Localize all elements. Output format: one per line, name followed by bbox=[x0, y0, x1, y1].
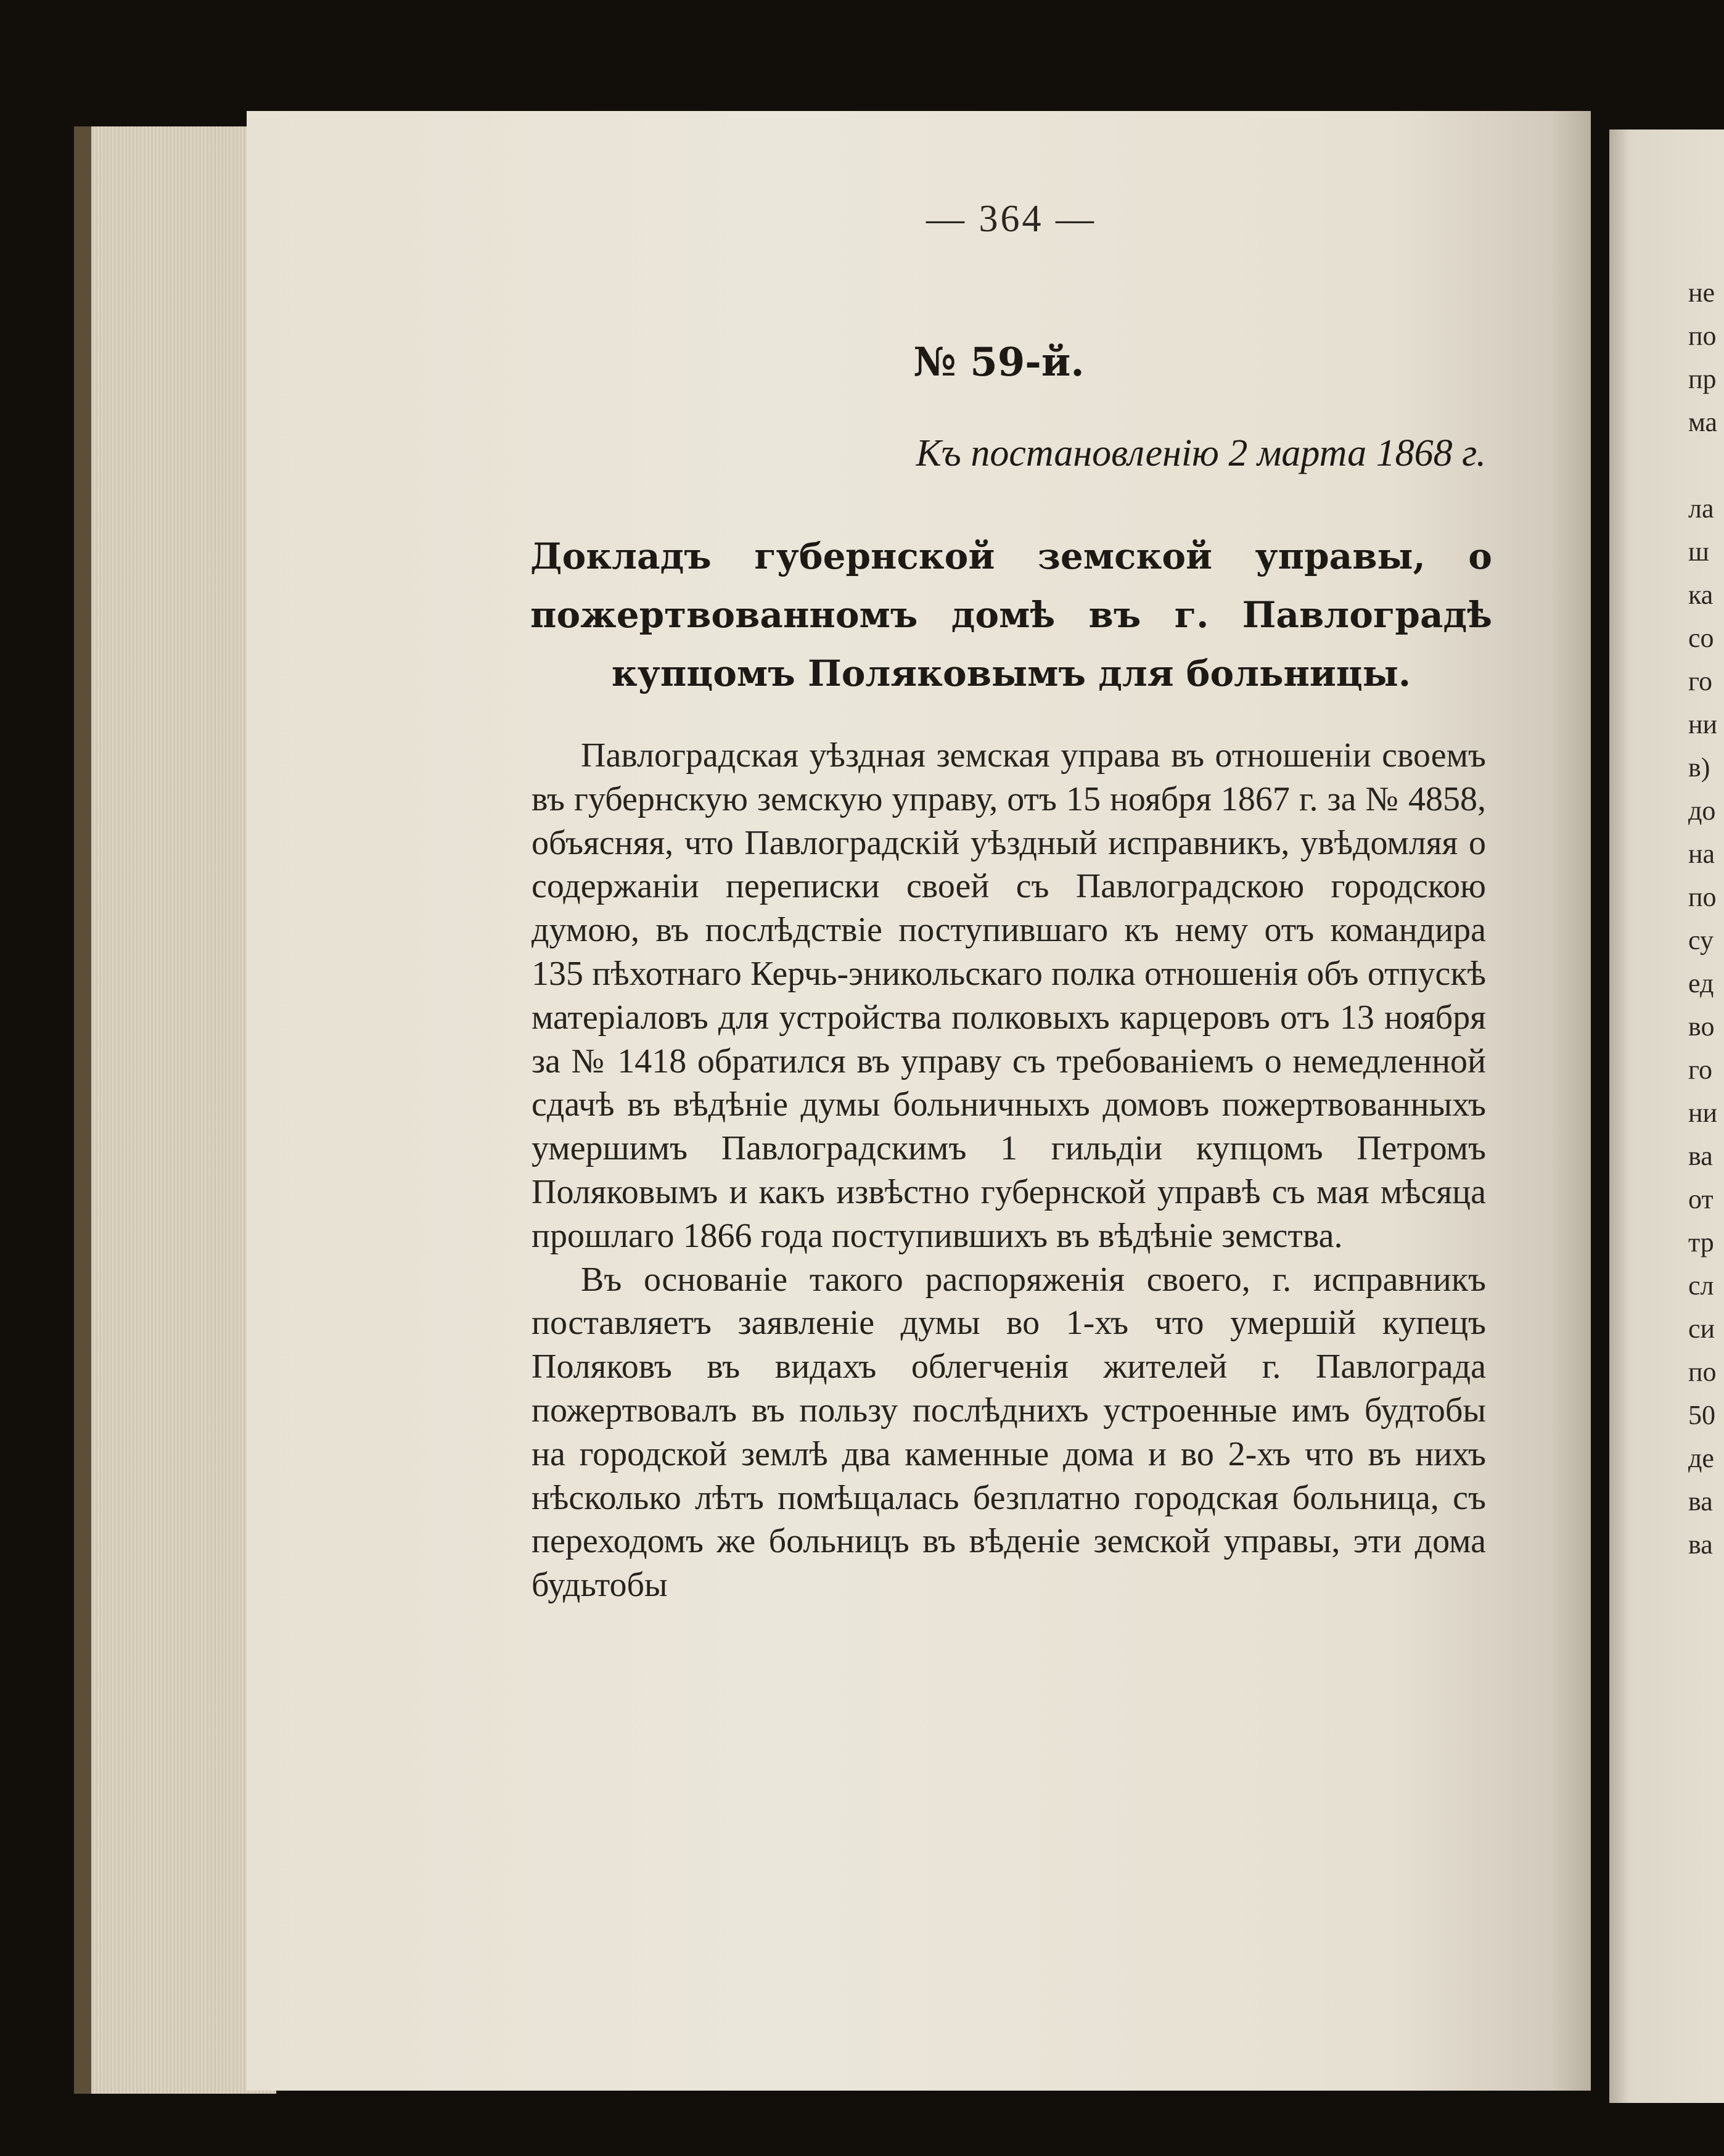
right-page-fragment: сл bbox=[1688, 1270, 1714, 1301]
document-number: № 59-й. bbox=[913, 339, 1085, 385]
right-page-fragment: ва bbox=[1688, 1486, 1713, 1516]
right-page-fragment: по bbox=[1688, 882, 1717, 912]
right-page-fragment: ни bbox=[1688, 1098, 1718, 1128]
right-page-fragment: ка bbox=[1688, 580, 1714, 610]
right-page-fragment: не bbox=[1688, 278, 1715, 308]
right-page-fragment: на bbox=[1688, 839, 1715, 869]
right-page-fragment: де bbox=[1688, 1443, 1714, 1473]
document-heading: Докладъ губернской земской управы, о пожертвованномъ домѣ въ г. Павлоградѣ купцомъ Поляковымъ для больницы. bbox=[530, 535, 1492, 694]
right-page-fragment: со bbox=[1688, 623, 1714, 653]
page-number: — 364 — bbox=[926, 198, 1096, 240]
right-page-fragment: во bbox=[1688, 1011, 1715, 1042]
right-page-fragment bbox=[1688, 444, 1724, 487]
paragraph: Въ основаніе такого распоряженія своего, г. исправникъ поставляетъ заявленіе думы во 1-хъ что умершій купецъ Поляковъ въ видахъ облегченія жителей г. Павлограда пожертвовалъ въ пользу послѣднихъ устроенные имъ будтобы на городской землѣ два каменные дома и во 2-хъ что въ нихъ нѣсколько лѣтъ помѣщалась безплатно городская больница, съ переходомъ же больницъ въ вѣденіе земской управы, эти дома будьтобы bbox=[532, 1260, 1486, 1605]
right-page-fragment: от bbox=[1688, 1184, 1714, 1214]
right-page-fragment: ма bbox=[1688, 407, 1718, 437]
right-page-fragment: по bbox=[1688, 1357, 1717, 1387]
right-page-text-fragments bbox=[1688, 271, 1724, 1566]
right-page-fragment: су bbox=[1688, 925, 1714, 955]
right-page-fragment: ва bbox=[1688, 1529, 1713, 1560]
right-page-fragment: по bbox=[1688, 321, 1717, 351]
right-page-fragment: ни bbox=[1688, 709, 1718, 739]
paragraph: Павлоградская уѣздная земская управа въ отношеніи своемъ въ губернскую земскую управу, отъ 15 ноября 1867 г. за № 4858, объясняя, что Павлоградскій уѣздный исправникъ, увѣдомляя о содержаніи переписки своей съ Павлоградскою городскою думою, въ послѣдствіе поступившаго къ нему отъ командира 135 пѣхотнаго Керчь-эникольскаго полка отношенія объ отпускѣ матеріаловъ для устройства полковыхъ карцеровъ отъ 13 ноября за № 1418 обратился въ управу съ требованіемъ о немедленной сдачѣ въ вѣдѣніе думы больничныхъ домовъ пожертвованныхъ умершимъ Павлоградскимъ 1 гильдіи купцомъ Петромъ Поляковымъ и какъ извѣстно губернской управѣ съ мая мѣсяца прошлаго 1866 года поступившихъ въ вѣдѣніе земства. bbox=[532, 736, 1486, 1255]
right-page-fragment: тр bbox=[1688, 1227, 1714, 1257]
right-page-fragment: ва bbox=[1688, 1141, 1713, 1171]
right-page-fragment: ш bbox=[1688, 537, 1709, 567]
body-text bbox=[532, 734, 1486, 1607]
right-page-fragment: го bbox=[1688, 1055, 1712, 1085]
right-page-fragment: го bbox=[1688, 666, 1712, 696]
right-page-fragment: 50 bbox=[1688, 1400, 1715, 1430]
right-page-fragment: пр bbox=[1688, 364, 1717, 394]
page-edges bbox=[74, 126, 276, 2094]
right-page-fragment: ед bbox=[1688, 968, 1714, 998]
reference-line: Къ постановленію 2 марта 1868 г. bbox=[916, 432, 1486, 474]
right-page-fragment: ла bbox=[1688, 493, 1714, 524]
right-page-fragment: до bbox=[1688, 796, 1716, 826]
right-page-fragment: в) bbox=[1688, 752, 1710, 783]
right-page-fragment: си bbox=[1688, 1314, 1715, 1344]
